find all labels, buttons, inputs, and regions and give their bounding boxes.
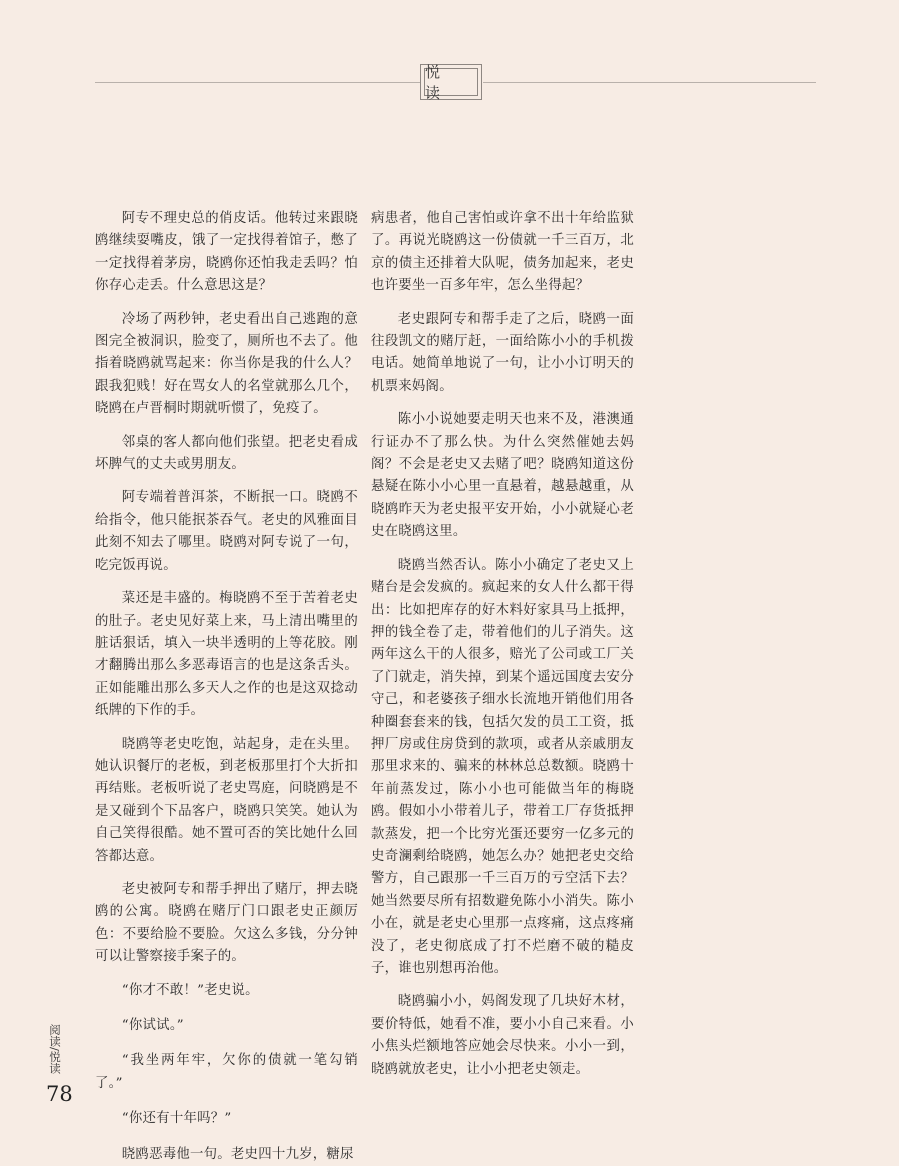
page-number: 78 (46, 1082, 73, 1106)
dialogue-line: “你试试。” (121, 1018, 184, 1033)
article-column-left (95, 208, 358, 1166)
paragraph: 冷场了两秒钟，老史看出自己逃跑的意图完全被洞识，脸变了，厕所也不去了。他指着晓鸥就骂起来：你当你是我的什么人？跟我犯贱！好在骂女人的名堂就那么几个，晓鸥在卢晋桐时期就听惯了，免疫了。 (95, 311, 358, 417)
header-rule-left (95, 82, 420, 83)
paragraph: 邻桌的客人都向他们张望。把老史看成坏脾气的丈夫或男朋友。 (95, 434, 358, 473)
paragraph: 老史跟阿专和帮手走了之后，晓鸥一面往段凯文的赌厅赶，一面给陈小小的手机拨电话。她简单地说了一句，让小小订明天的机票来妈阁。 (371, 311, 634, 394)
dialogue-line: “我坐两年牢，欠你的债就一笔勾销了。” (95, 1053, 358, 1091)
header-rule-right (483, 82, 816, 83)
paragraph: 菜还是丰盛的。梅晓鸥不至于苦着老史的肚子。老史见好菜上来，马上清出嘴里的脏话狠话，填入一块半透明的上等花胶。刚才翻腾出那么多恶毒语言的也是这条舌头。正如能雕出那么多天人之作的也是这双捻动纸牌的下作的手。 (95, 591, 358, 719)
paragraph: 陈小小说她要走明天也来不及，港澳通行证办不了那么快。为什么突然催她去妈阁？不会是老史又去赌了吧？晓鸥知道这份悬疑在陈小小心里一直悬着，越悬越重，从晓鸥昨天为老史报平安开始，小小就疑心老史在晓鸥这里。 (371, 412, 634, 540)
paragraph: 阿专端着普洱茶，不断抿一口。晓鸥不给指令，他只能抿茶吞气。老史的风雅面目此刻不知去了哪里。晓鸥对阿专说了一句，吃完饭再说。 (95, 490, 358, 573)
paragraph: 晓鸥骗小小，妈阁发现了几块好木材，要价特低，她看不准，要小小自己来看。小小焦头烂额地答应她会尽快来。小小一到，晓鸥就放老史，让小小把老史领走。 (371, 994, 634, 1077)
paragraph: 晓鸥等老史吃饱，站起身，走在头里。她认识餐厅的老板，到老板那里打个大折扣再结账。老板听说了老史骂庭，问晓鸥是不是又碰到个下品客户，晓鸥只笑笑。她认为自己笑得很酷。她不置可否的笑比她什么回答都达意。 (95, 736, 358, 864)
magazine-label: 阅读/悦读 (48, 1024, 62, 1074)
paragraph-continued: 病患者，他自己害怕或许拿不出十年给监狱了。再说光晓鸥这一份债就一千三百万，北京的债主还排着大队呢，债务加起来，老史也许要坐一百多年牢，怎么坐得起？ (371, 211, 634, 294)
article-column-right (371, 208, 634, 1081)
section-title: 悦 读 (424, 68, 478, 96)
paragraph: 晓鸥当然否认。陈小小确定了老史又上赌台是会发疯的。疯起来的女人什么都干得出：比如把库存的好木料好家具马上抵押，押的钱全卷了走，带着他们的儿子消失。这两年这么干的人很多，赔光了公司或工厂关了门就走，消失掉，到某个遥远国度去安分守己，和老婆孩子细水长流地开销他们用各种圈套套来的钱，包括欠发的员工工资，抵押厂房或住房贷到的款项，或者从亲戚朋友那里求来的、骗来的林林总总数额。晓鸥十年前蒸发过，陈小小也可能做当年的梅晓鸥。假如小小带着儿子，带着工厂存货抵押款蒸发，把一个比穷光蛋还要穷一亿多元的史奇澜剩给晓鸥，她怎么办？她把老史交给警方，自己跟那一千三百万的亏空活下去？她当然要尽所有招数避免陈小小消失。陈小小在，就是老史心里那一点疼痛，这点疼痛没了，老史彻底成了打不烂磨不破的糙皮子，谁也别想再治他。 (371, 557, 634, 976)
paragraph: 老史被阿专和帮手押出了赌厅，押去晓鸥的公寓。晓鸥在赌厅门口跟老史正颜厉色：不要给脸不要脸。欠这么多钱，分分钟可以让警察接手案子的。 (95, 881, 358, 965)
paragraph: 阿专不理史总的俏皮话。他转过来跟晓鸥继续耍嘴皮，饿了一定找得着馆子，憋了一定找得着茅房，晓鸥你还怕我走丢吗？怕你存心走丢。什么意思这是？ (95, 211, 358, 294)
dialogue-line: “你才不敢！”老史说。 (121, 982, 259, 998)
section-header-box (420, 64, 482, 100)
paragraph: 晓鸥恶毒他一句。老史四十九岁，糖尿 (121, 1146, 354, 1162)
dialogue-line: “你还有十年吗？” (121, 1111, 232, 1127)
